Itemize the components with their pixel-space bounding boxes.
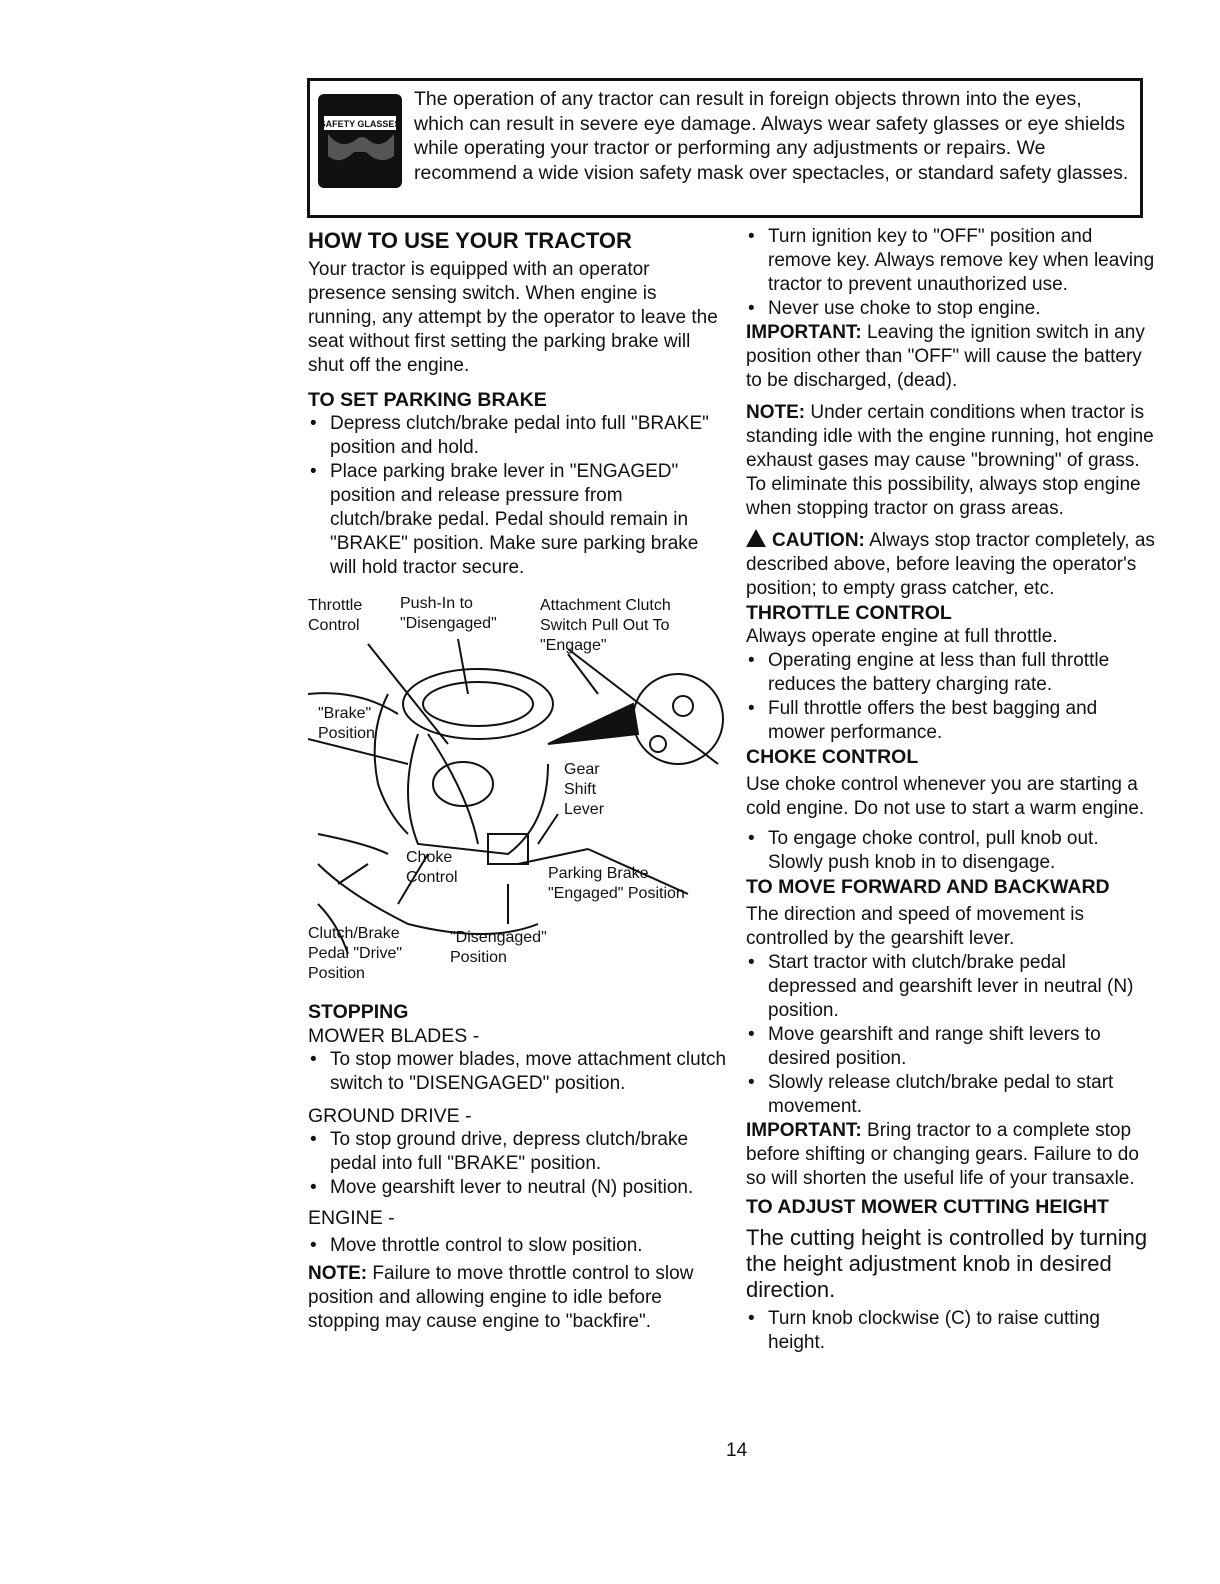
- list-item: • Depress clutch/brake pedal into full "BRAKE" position and hold.: [308, 412, 728, 460]
- gear-shift-label: Gear Shift Lever: [564, 761, 605, 818]
- important-gears-paragraph: [746, 1119, 1156, 1191]
- ground-drive-subheading: GROUND DRIVE -: [308, 1105, 472, 1127]
- stopping-heading: STOPPING: [308, 1001, 409, 1023]
- list-item: • Never use choke to stop engine.: [746, 297, 1156, 321]
- move-intro: The direction and speed of movement is controlled by the gearshift lever.: [746, 904, 1084, 949]
- parking-brake-heading: TO SET PARKING BRAKE: [308, 389, 547, 411]
- list-item: • Place parking brake lever in "ENGAGED" position and release pressure from clutch/brake pedal. Pedal should remain in "BRAKE" position. Make sure parking brake will hold tractor secure.: [308, 460, 728, 580]
- section-title: HOW TO USE YOUR TRACTOR: [308, 228, 632, 253]
- push-in-label: Push-In to "Disengaged": [400, 595, 497, 632]
- left-column-stopping: [308, 1000, 728, 1334]
- list-item: • Move gearshift and range shift levers to desired position.: [746, 1023, 1156, 1071]
- list-item: • To engage choke control, pull knob out. Slowly push knob in to disengage.: [746, 827, 1156, 875]
- controls-diagram: [308, 594, 728, 994]
- caution-icon: [746, 529, 766, 547]
- list-item: • To stop ground drive, depress clutch/brake pedal into full "BRAKE" position.: [308, 1128, 728, 1176]
- left-column: [308, 228, 728, 580]
- throttle-control-label: Throttle Control: [308, 597, 363, 634]
- exhaust-note-paragraph: [746, 401, 1156, 521]
- list-item: • To stop mower blades, move attachment clutch switch to "DISENGAGED" position.: [308, 1048, 728, 1096]
- cutting-height-intro: The cutting height is controlled by turning the height adjustment knob in desired direction.: [746, 1225, 1148, 1302]
- important-label: IMPORTANT:: [746, 1120, 862, 1141]
- note-text: Failure to move throttle control to slow position and allowing engine to idle before stopping may cause engine to "backfire".: [308, 1263, 694, 1332]
- choke-control-label: Choke Control: [406, 849, 458, 886]
- choke-intro: Use choke control whenever you are starting a cold engine. Do not use to start a warm engine.: [746, 774, 1145, 819]
- note-text: Under certain conditions when tractor is standing idle with the engine running, hot engine exhaust gases may cause "browning" of grass. To eliminate this possibility, always stop engine when stopping tractor on grass areas.: [746, 402, 1154, 519]
- move-heading: TO MOVE FORWARD AND BACKWARD: [746, 876, 1110, 898]
- important-text: Bring tractor to a complete stop before shifting or changing gears. Failure to do so will shorten the useful life of your transaxle.: [746, 1120, 1139, 1189]
- list-item: • Slowly release clutch/brake pedal to start movement.: [746, 1071, 1156, 1119]
- page-number: 14: [726, 1440, 748, 1461]
- brake-position-label: "Brake" Position: [318, 705, 375, 742]
- safety-warning-box: [307, 78, 1143, 218]
- mower-blades-subheading: MOWER BLADES -: [308, 1025, 480, 1047]
- right-column: [746, 225, 1156, 1355]
- note-label: NOTE:: [746, 402, 806, 423]
- safety-warning-text: The operation of any tractor can result in foreign objects thrown into the eyes, which can result in severe eye damage. Always wear safety glasses or eye shields while operating your tractor or performing any adjustments or repairs. We recommend a wide vision safety mask over spectacles, or standard safety glasses.: [414, 88, 1129, 184]
- attachment-clutch-label: Attachment Clutch Switch Pull Out To "Engage": [540, 597, 671, 654]
- cutting-height-heading: TO ADJUST MOWER CUTTING HEIGHT: [746, 1196, 1109, 1218]
- parking-brake-label: Parking Brake "Engaged" Position: [548, 865, 685, 902]
- clutch-brake-label: Clutch/Brake Pedal "Drive" Position: [308, 925, 403, 982]
- list-item: • Move throttle control to slow position.: [308, 1234, 728, 1258]
- list-item: • Operating engine at less than full throttle reduces the battery charging rate.: [746, 649, 1156, 697]
- note-label: NOTE:: [308, 1263, 368, 1284]
- disengaged-position-label: "Disengaged" Position: [450, 929, 547, 966]
- throttle-control-heading: THROTTLE CONTROL: [746, 602, 952, 624]
- list-item: • Full throttle offers the best bagging and mower performance.: [746, 697, 1156, 745]
- engine-subheading: ENGINE -: [308, 1207, 395, 1229]
- important-text: Leaving the ignition switch in any position other than "OFF" will cause the battery to be discharged, (dead).: [746, 322, 1145, 391]
- safety-glasses-icon: [318, 94, 402, 188]
- list-item: • Move gearshift lever to neutral (N) position.: [308, 1176, 728, 1200]
- important-label: IMPORTANT:: [746, 322, 862, 343]
- caution-paragraph: [746, 529, 1156, 601]
- intro-paragraph: Your tractor is equipped with an operator presence sensing switch. When engine is running, any attempt by the operator to leave the seat without first setting the parking brake will shut off the engine.: [308, 259, 718, 376]
- throttle-intro: Always operate engine at full throttle.: [746, 626, 1058, 647]
- caution-label: CAUTION:: [772, 530, 865, 551]
- note-paragraph: [308, 1262, 728, 1334]
- choke-control-heading: CHOKE CONTROL: [746, 746, 919, 768]
- safety-glasses-icon-label: SAFETY GLASSES: [319, 119, 401, 129]
- list-item: • Turn knob clockwise (C) to raise cutting height.: [746, 1307, 1156, 1355]
- list-item: • Turn ignition key to "OFF" position and remove key. Always remove key when leaving tractor to prevent unauthorized use.: [746, 225, 1156, 297]
- caution-text: Always stop tractor completely, as described above, before leaving the operator's position; to empty grass catcher, etc.: [746, 530, 1155, 599]
- list-item: • Start tractor with clutch/brake pedal depressed and gearshift lever in neutral (N) position.: [746, 951, 1156, 1023]
- important-ignition-paragraph: [746, 321, 1156, 393]
